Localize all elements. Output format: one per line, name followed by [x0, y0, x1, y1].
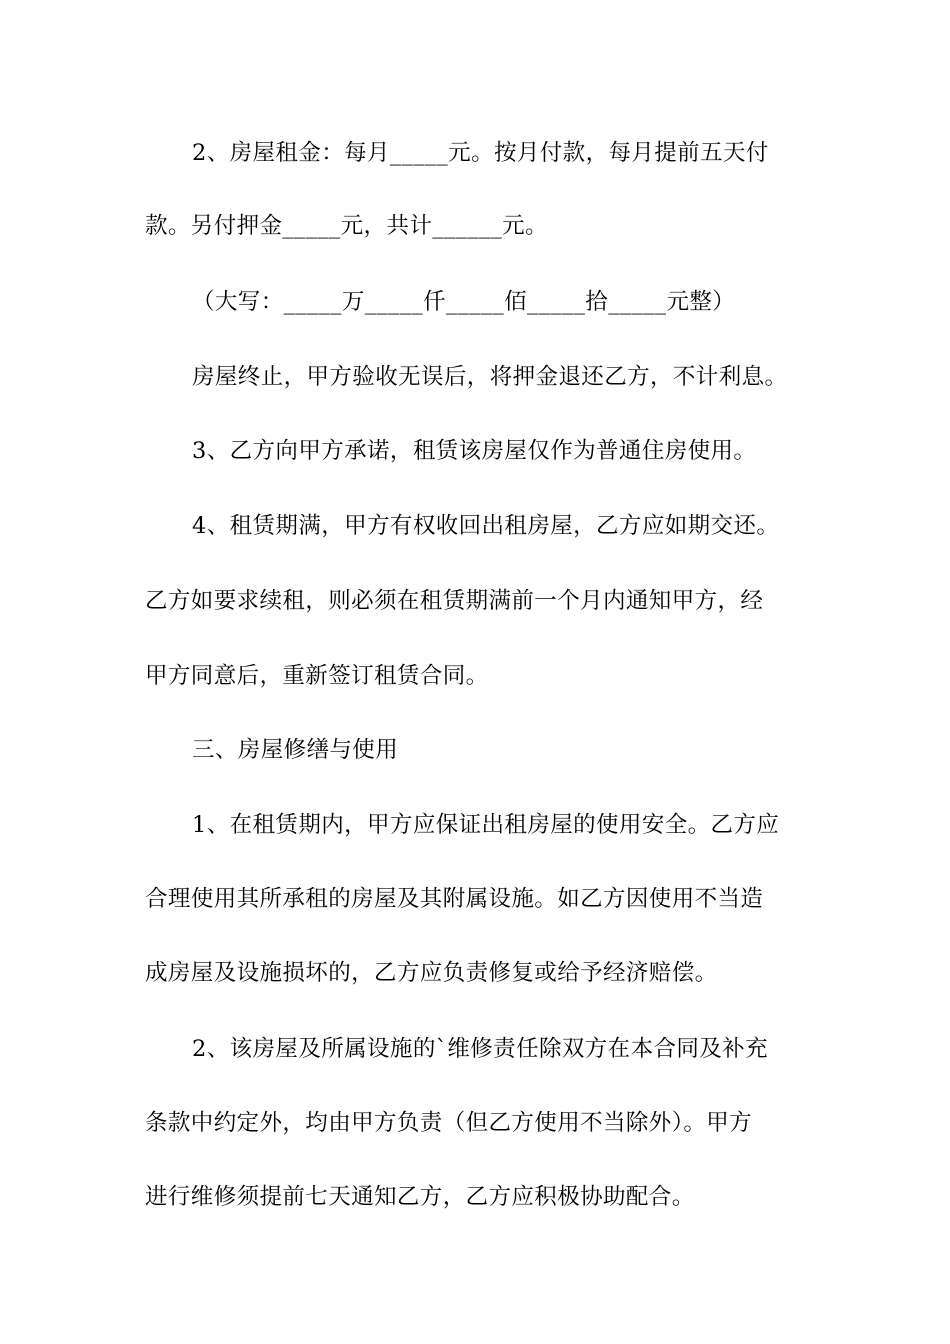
repair-clause-2-line-1: 2、该房屋及所属设施的`维修责任除双方在本合同及补充 — [192, 1036, 768, 1062]
deposit-refund-line: 房屋终止，甲方验收无误后，将押金退还乙方，不计利息。 — [192, 364, 788, 390]
lease-expiry-line-1: 4、租赁期满，甲方有权收回出租房屋，乙方应如期交还。 — [192, 513, 780, 539]
repair-clause-1-line-3: 成房屋及设施损坏的，乙方应负责修复或给予经济赔偿。 — [145, 960, 718, 986]
repair-clause-1-line-2: 合理使用其所承租的房屋及其附属设施。如乙方因使用不当造 — [145, 886, 764, 912]
repair-clause-2-line-2: 条款中约定外，均由甲方负责（但乙方使用不当除外）。甲方 — [145, 1110, 753, 1136]
section-heading: 三、房屋修缮与使用 — [192, 737, 399, 763]
repair-clause-1-line-1: 1、在租赁期内，甲方应保证出租房屋的使用安全。乙方应 — [192, 812, 780, 838]
rent-clause-line-2: 款。另付押金_____元，共计______元。 — [145, 213, 548, 239]
lease-expiry-line-2: 乙方如要求续租，则必须在租赁期满前一个月内通知甲方，经 — [145, 588, 764, 614]
usage-commitment-line: 3、乙方向甲方承诺，租赁该房屋仅作为普通住房使用。 — [192, 438, 757, 464]
repair-clause-2-line-3: 进行维修须提前七天通知乙方，乙方应积极协助配合。 — [145, 1184, 695, 1210]
lease-expiry-line-3: 甲方同意后，重新签订租赁合同。 — [145, 663, 489, 689]
rent-clause-line-1: 2、房屋租金：每月_____元。按月付款，每月提前五天付 — [192, 140, 769, 166]
amount-in-words-line: （大写：_____万_____仟_____佰_____拾_____元整） — [192, 289, 736, 315]
